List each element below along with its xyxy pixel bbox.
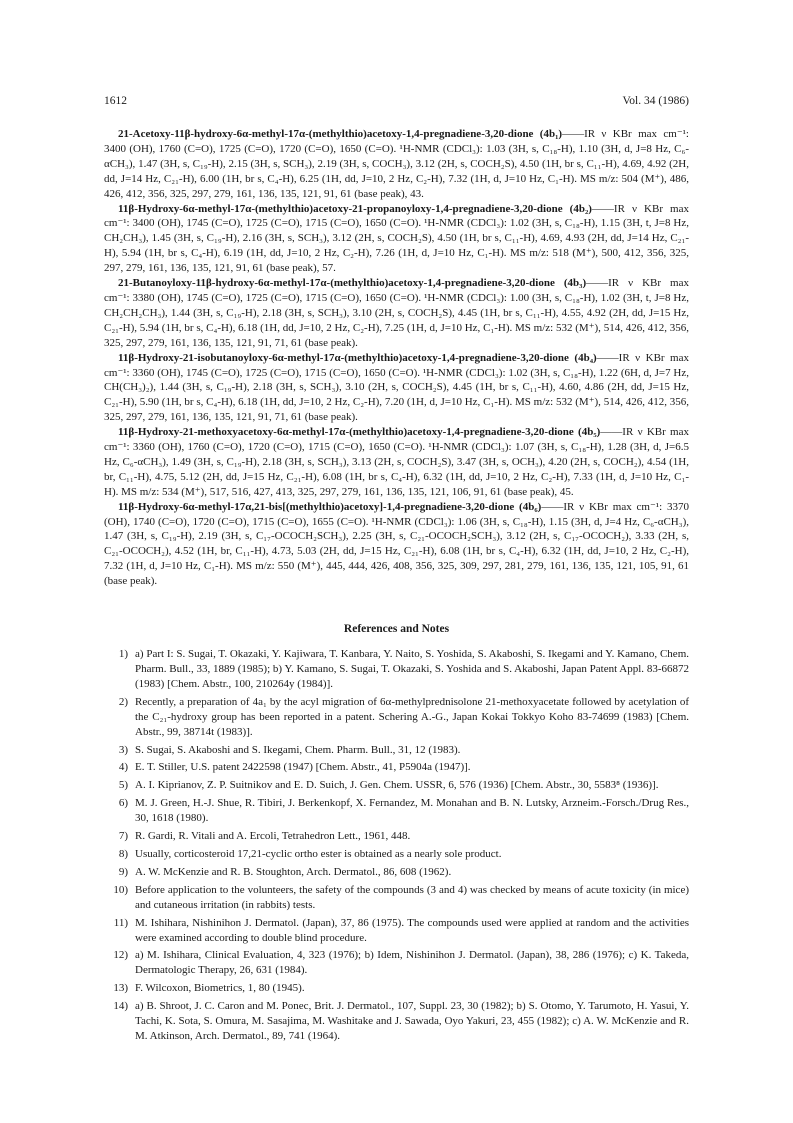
compound-title: 11β-Hydroxy-6α-methyl-17α,21-bis[(methylthio)acetoxy]-1,4-pregnadiene-3,20-dione (4b₆) [118, 500, 542, 513]
reference-number: 8) [118, 847, 128, 860]
compound-data: ——IR ν KBr max cm⁻¹: 3400 (OH), 1760 (C=O), 1725 (C=O), 1720 (C=O), 1650 (C=O). ¹H-NMR (CDCl₃): 1.03 (3H, s, C₁₈-H), 1.10 (3H, d, J=8 Hz, C₆-αCH₃), 1.47 (3H, s, C₁₉-H), 2.15 (3H, s, SCH₃), 2.19 (3H, s, COCH₃), 3.12 (2H, s, COCH₂S), 4.50 (1H, br s, C₁₁-H), 4.69, 4.92 (2H, dd, J=14 Hz, C₂₁-H), 6.00 (1H, br s, C₄-H), 6.25 (1H, dd, J=10, 2 Hz, C₂-H), 7.32 (1H, d, J=10 Hz, C₁-H). MS m/z: 504 (M⁺), 486, 426, 412, 356, 325, 297, 279, 161, 136, 135, 121, 91, 61 (base peak), 43. [104, 128, 689, 200]
reference-number: 14) [113, 1000, 128, 1013]
reference-item [104, 695, 689, 740]
compound-entry [104, 127, 689, 202]
compound-title: 11β-Hydroxy-6α-methyl-17α-(methylthio)acetoxy-21-propanoyloxy-1,4-pregnadiene-3,20-dione (4b₂) [118, 202, 592, 215]
reference-text: a) M. Ishihara, Clinical Evaluation, 4, 323 (1976); b) Idem, Nishinihon J. Dermatol. (Japan), 38, 286 (1976); c) K. Takeda, Dermatologic Therapy, 26, 631 (1984). [135, 949, 689, 977]
compound-title: 11β-Hydroxy-21-isobutanoyloxy-6α-methyl-17α-(methylthio)acetoxy-1,4-pregnadiene-3,20-dione (4b₄) [118, 351, 597, 364]
reference-item [104, 796, 689, 826]
reference-text: S. Sugai, S. Akaboshi and S. Ikegami, Chem. Pharm. Bull., 31, 12 (1983). [135, 743, 461, 756]
reference-number: 7) [118, 830, 128, 843]
reference-number: 3) [118, 743, 128, 756]
reference-number: 4) [118, 761, 128, 774]
compound-title: 11β-Hydroxy-21-methoxyacetoxy-6α-methyl-17α-(methylthio)acetoxy-1,4-pregnadiene-3,20-dione (4b₅) [118, 426, 601, 439]
reference-number: 9) [118, 865, 128, 878]
reference-number: 2) [118, 695, 128, 708]
reference-item [104, 647, 689, 692]
compound-data: ——IR ν KBr max cm⁻¹: 3360 (OH), 1745 (C=O), 1725 (C=O), 1715 (C=O), 1650 (C=O). ¹H-NMR (CDCl₃): 1.02 (3H, s, C₁₈-H), 1.22 (6H, d, J=7 Hz, CH(CH₃)₂), 1.44 (3H, s, C₁₉-H), 2.18 (3H, s, SCH₃), 3.10 (2H, s, COCH₂S), 4.45 (1H, br s, C₁₁-H), 4.60, 4.86 (2H, dd, J=15 Hz, C₂₁-H), 5.90 (1H, br s, C₄-H), 6.18 (1H, dd, J=10, 2 Hz, C₂-H), 7.20 (1H, d, J=10 Hz, C₁-H). MS m/z: 532 (M⁺), 514, 426, 412, 356, 325, 297, 279, 161, 136, 135, 121, 91, 71, 61 (base peak). [104, 351, 690, 424]
reference-item [104, 981, 689, 996]
reference-text: Before application to the volunteers, the safety of the compounds (3 and 4) was checked by means of acute toxicity (in mice) and cutaneous irritation (in rabbits) tests. [135, 883, 689, 911]
reference-text: a) Part I: S. Sugai, T. Okazaki, Y. Kajiwara, T. Kanbara, Y. Naito, S. Yoshida, S. Akaboshi, S. Ikegami and Y. Kamano, Chem. Pharm. Bull., 33, 1889 (1985); b) Y. Kamano, S. Sugai, T. Okazaki, S. Yoshida and S. Akaboshi, Japan Patent Appl. 83-66872 (1983) [Chem. Abstr., 100, 210264y (1984)]. [135, 648, 689, 690]
reference-text: M. J. Green, H.-J. Shue, R. Tibiri, J. Berkenkopf, X. Fernandez, M. Monahan and B. N. Lutsky, Arzneim.-Forsch./Drug Res., 30, 1618 (1980). [135, 797, 689, 825]
compound-entry [104, 425, 689, 500]
reference-text: R. Gardi, R. Vitali and A. Ercoli, Tetrahedron Lett., 1961, 448. [135, 830, 411, 843]
reference-item [104, 999, 689, 1044]
reference-item [104, 778, 689, 793]
page-body [104, 127, 689, 1047]
references-heading: References and Notes [343, 623, 450, 636]
compound-entry [104, 202, 689, 277]
page-header [104, 95, 689, 111]
compound-data: ——IR ν KBr max cm⁻¹: 3400 (OH), 1745 (C=O), 1725 (C=O), 1715 (C=O), 1650 (C=O). ¹H-NMR (CDCl₃): 1.02 (3H, s, C₁₈-H), 1.15 (3H, t, J=8 Hz, CH₂CH₃), 1.45 (3H, s, C₁₉-H), 2.16 (3H, s, SCH₃), 3.12 (2H, s, COCH₂S), 4.50 (1H, br s, C₁₁-H), 4.69, 4.93 (2H, dd, J=14 Hz, C₂₁-H), 5.94 (1H, br s, C₄-H), 6.19 (1H, dd, J=10, 2 Hz, C₂-H), 7.26 (1H, d, J=10 Hz, C₁-H). MS m/z: 518 (M⁺), 500, 412, 356, 325, 297, 279, 161, 136, 135, 121, 91, 61 (base peak), 57. [104, 202, 690, 275]
reference-number: 6) [118, 797, 128, 810]
compound-entry [104, 276, 689, 351]
reference-number: 1) [118, 648, 128, 661]
compound-entry [104, 500, 689, 589]
reference-text: M. Ishihara, Nishinihon J. Dermatol. (Japan), 37, 86 (1975). The compounds used were applied at random and the activities were examined according to double blind procedure. [135, 916, 689, 944]
reference-text: Recently, a preparation of 4a₁ by the acyl migration of 6α-methylprednisolone 21-methoxyacetate followed by acetylation of the C₂₁-hydroxy group has been reported in a patent. Schering A.-G., Japan Kokai Tokkyo Koho 83-74699 (1983) [Chem. Abstr., 99, 38714t (1983)]. [135, 695, 689, 738]
reference-item [104, 865, 689, 880]
reference-item [104, 847, 689, 862]
reference-number: 11) [113, 916, 128, 929]
compound-data: ——IR ν KBr max cm⁻¹: 3380 (OH), 1745 (C=O), 1725 (C=O), 1715 (C=O), 1650 (C=O). ¹H-NMR (CDCl₃): 1.00 (3H, s, C₁₈-H), 1.02 (3H, t, J=8 Hz, CH₂CH₂CH₃), 1.44 (3H, s, C₁₉-H), 2.18 (3H, s, SCH₃), 3.10 (2H, s, COCH₂S), 4.45 (1H, br s, C₁₁-H), 4.55, 4.92 (2H, dd, J=15 Hz, C₂₁-H), 5.94 (1H, br s, C₄-H), 6.18 (1H, dd, J=10, 2 Hz, C₂-H), 7.25 (1H, d, J=10 Hz, C₁-H). MS m/z: 532 (M⁺), 514, 426, 412, 356, 325, 297, 279, 161, 136, 135, 121, 91, 71, 61 (base peak). [104, 277, 689, 349]
page-number: 1612 [104, 95, 127, 107]
reference-text: Usually, corticosteroid 17,21-cyclic ortho ester is obtained as a nearly sole product. [135, 847, 502, 860]
compound-data: ——IR ν KBr max cm⁻¹: 3370 (OH), 1740 (C=O), 1720 (C=O), 1715 (C=O), 1655 (C=O). ¹H-NMR (CDCl₃): 1.06 (3H, s, C₁₈-H), 1.15 (3H, d, J=4 Hz, C₆-αCH₃), 1.47 (3H, s, C₁₉-H), 2.19 (3H, s, C₁₇-OCOCH₂SCH₃), 2.25 (3H, s, C₂₁-OCOCH₂SCH₃), 3.12 (2H, s, C₁₇-OCOCH₂), 3.33 (2H, s, C₂₁-OCOCH₂), 4.52 (1H, br, C₁₁-H), 4.73, 5.03 (2H, dd, J=15 Hz, C₂₁-H), 6.08 (1H, br s, C₄-H), 6.32 (1H, dd, J=10, 2 Hz, C₂-H), 7.32 (1H, d, J=10 Hz, C₁-H). MS m/z: 550 (M⁺), 445, 444, 426, 408, 356, 325, 309, 297, 281, 279, 161, 136, 135, 121, 105, 91, 61 (base peak). [104, 500, 689, 588]
reference-item [104, 883, 689, 913]
compound-data: ——IR ν KBr max cm⁻¹: 3360 (OH), 1760 (C=O), 1720 (C=O), 1715 (C=O), 1650 (C=O). ¹H-NMR (CDCl₃): 1.07 (3H, s, C₁₈-H), 1.28 (3H, d, J=6.5 Hz, C₆-αCH₃), 1.49 (3H, s, C₁₉-H), 2.18 (3H, s, SCH₃), 3.13 (2H, s, COCH₂S), 3.47 (3H, s, OCH₃), 4.20 (2H, s, COCH₂), 4.54 (1H, br, C₁₁-H), 4.75, 5.12 (2H, dd, J=15 Hz, C₂₁-H), 6.08 (1H, br s, C₄-H), 6.32 (1H, dd, J=10, 2 Hz, C₂-H), 7.33 (1H, d, J=10 Hz, C₁-H). MS m/z: 534 (M⁺), 517, 516, 427, 413, 325, 297, 279, 161, 136, 135, 121, 106, 91, 61 (base peak), 45. [104, 426, 689, 498]
reference-text: A. W. McKenzie and R. B. Stoughton, Arch. Dermatol., 86, 608 (1962). [135, 865, 452, 878]
volume-label: Vol. 34 (1986) [622, 95, 689, 107]
reference-number: 13) [113, 982, 128, 995]
reference-item [104, 948, 689, 978]
reference-number: 12) [113, 949, 128, 962]
reference-number: 10) [113, 883, 128, 896]
reference-item [104, 743, 689, 758]
reference-item [104, 829, 689, 844]
reference-text: F. Wilcoxon, Biometrics, 1, 80 (1945). [135, 982, 305, 995]
reference-number: 5) [118, 779, 128, 792]
reference-item [104, 760, 689, 775]
reference-list [104, 647, 689, 1044]
compound-title: 21-Acetoxy-11β-hydroxy-6α-methyl-17α-(methylthio)acetoxy-1,4-pregnadiene-3,20-dione (4b₁) [118, 128, 563, 140]
compound-entry [104, 351, 689, 426]
reference-item [104, 916, 689, 946]
reference-text: E. T. Stiller, U.S. patent 2422598 (1947) [Chem. Abstr., 41, P5904a (1947)]. [135, 761, 471, 774]
reference-text: a) B. Shroot, J. C. Caron and M. Ponec, Brit. J. Dermatol., 107, Suppl. 23, 30 (1982); b) S. Otomo, Y. Tarumoto, H. Yasui, Y. Tachi, K. Sota, S. Omura, M. Sasajima, M. Washitake and J. Sawada, Oyo Yakuri, 23, 455 (1982); c) A. W. McKenzie and R. M. Atkinson, Arch. Dermatol., 89, 741 (1964). [135, 1000, 689, 1042]
compound-title: 21-Butanoyloxy-11β-hydroxy-6α-methyl-17α-(methylthio)acetoxy-1,4-pregnadiene-3,20-dione (4b₃) [118, 277, 587, 290]
reference-text: A. I. Kiprianov, Z. P. Suitnikov and E. D. Suich, J. Gen. Chem. USSR, 6, 576 (1936) [Chem. Abstr., 30, 5583⁸ (1936)]. [135, 779, 659, 792]
